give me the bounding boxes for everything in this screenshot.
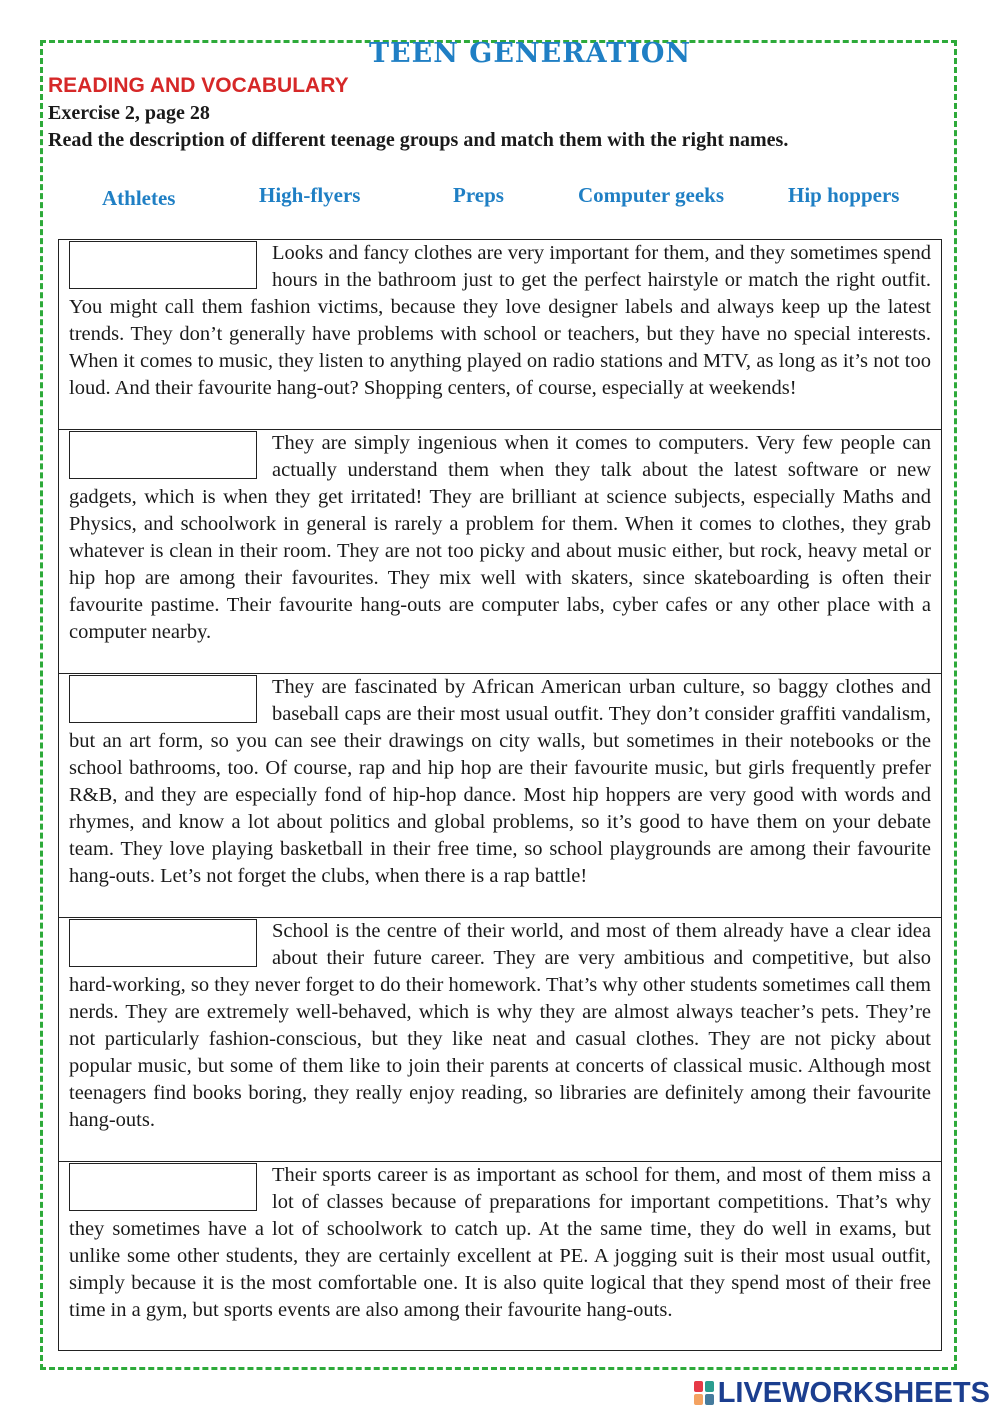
word-bank-athletes: Athletes — [102, 186, 176, 210]
instruction-text: Read the description of different teenage groups and match them with the right names. — [48, 129, 789, 151]
answer-box-2[interactable] — [69, 431, 257, 479]
matching-table — [58, 239, 942, 1351]
description-text-1: Looks and fancy clothes are very important for them, and they sometimes spend hours in the bathroom just to get the perfect hairstyle or match the right outfit. You might call them fashion victims, because they love designer labels and always keep up the latest trends. They don’t generally have problems with school or teachers, but they have no special interests. When it comes to music, they listen to anything played on radio stations and MTV, as long as it’s not too loud. And their favourite hang-out? Shopping centers, of course, especially at weekends! — [69, 242, 931, 399]
page-title: TEEN GENERATION — [368, 38, 692, 69]
answer-box-5[interactable] — [69, 1163, 257, 1211]
description-text-2: They are simply ingenious when it comes to computers. Very few people can actually understand them when they talk about the latest software or new gadgets, which is when they get irritated! They are brilliant at science subjects, especially Maths and Physics, and schoolwork in general is rarely a problem for them. When it comes to clothes, they grab whatever is clean in their room. They are not too picky and about music either, but rock, heavy metal or hip hop are among their favourites. They mix well with skaters, since skateboarding is often their favourite pastime. Their favourite hang-outs are computer labs, cyber cafes or any other place with a computer nearby. — [69, 432, 931, 643]
description-row-4 — [59, 918, 941, 1162]
answer-box-4[interactable] — [69, 919, 257, 967]
description-text-3: They are fascinated by African American urban culture, so baggy clothes and baseball caps are their most usual outfit. They don’t consider graffiti vandalism, but an art form, so you can see their drawings on city walls, but sometimes in their notebooks or the school bathrooms, too. Of course, rap and hip hop are their favourite music, but girls frequently prefer R&B, and they are especially fond of hip-hop dance. Most hip hoppers are very good with words and rhymes, and know a lot about politics and global problems, so it’s good to have them on your debate team. They love playing basketball in their free time, so school playgrounds are among their favourite hang-outs. Let’s not forget the clubs, when there is a rap battle! — [69, 676, 931, 887]
description-text-4: School is the centre of their world, and most of them already have a clear idea about their future career. They are very ambitious and competitive, but also hard-working, so they never forget to do their homework. That’s why other students sometimes call them nerds. They are extremely well-behaved, which is why they are almost always teacher’s pets. They’re not particularly fashion-conscious, but they like neat and casual clothes. They are not picky about popular music, but some of them like to join their parents at concerts of classical music. Although most teenagers find books boring, they really enjoy reading, so libraries are definitely among their favourite hang-outs. — [69, 920, 931, 1131]
logo-square-2 — [705, 1381, 714, 1392]
description-row-5 — [59, 1162, 941, 1352]
word-bank-computer-geeks: Computer geeks — [578, 183, 725, 207]
logo-square-3 — [694, 1394, 703, 1405]
word-bank-hip-hoppers: Hip hoppers — [788, 183, 900, 207]
logo-square-1 — [694, 1381, 703, 1392]
section-heading: READING AND VOCABULARY — [48, 74, 349, 97]
logo-icon — [693, 1380, 715, 1406]
description-row-1 — [59, 240, 941, 430]
logo-square-4 — [705, 1394, 714, 1405]
word-bank-high-flyers: High-flyers — [259, 183, 361, 207]
answer-box-1[interactable] — [69, 241, 257, 289]
description-row-3 — [59, 674, 941, 918]
logo-text: LIVEWORKSHEETS — [717, 1376, 990, 1409]
answer-box-3[interactable] — [69, 675, 257, 723]
exercise-reference: Exercise 2, page 28 — [48, 102, 210, 124]
description-row-2 — [59, 430, 941, 674]
word-bank-preps: Preps — [453, 183, 504, 207]
description-text-5: Their sports career is as important as school for them, and most of them miss a lot of classes because of preparations for important competitions. That’s why they sometimes have a lot of schoolwork to catch up. At the same time, they do well in exams, but unlike some other students, they are certainly excellent at PE. A jogging suit is their most usual outfit, simply because it is the most comfortable one. It is also quite logical that they spend most of their free time in a gym, but sports events are also among their favourite hang-outs. — [69, 1164, 931, 1321]
liveworksheets-logo — [693, 1377, 990, 1409]
